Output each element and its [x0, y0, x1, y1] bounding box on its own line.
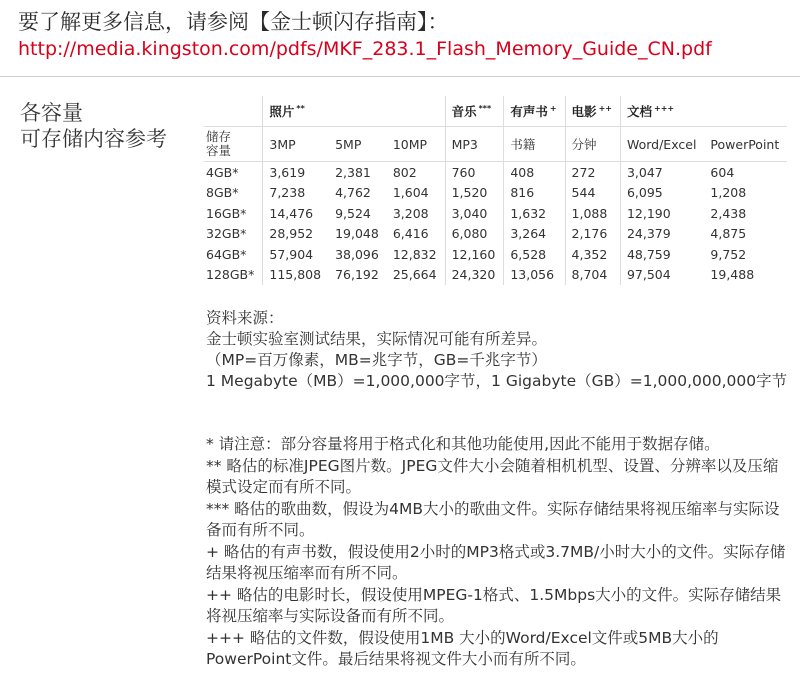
table-cell: 3,040 — [445, 203, 504, 224]
footnote: +++ 略估的文件数，假设使用1MB 大小的Word/Excel文件或5MB大小的PowerPoint文件。最后结果将视文件大小而有所不同。 — [206, 628, 719, 668]
section-title — [20, 100, 167, 152]
table-cell: 14,476 — [263, 203, 329, 224]
column-header: 书籍 — [504, 127, 565, 162]
source-line: 金士顿实验室测试结果，实际情况可能有所差异。 — [206, 330, 548, 348]
section-title-line-2: 可存储内容参考 — [20, 127, 167, 151]
group-header-audiobooks: 有声书 + — [504, 96, 565, 127]
table-cell: 6,528 — [504, 244, 565, 265]
table-row — [204, 162, 787, 183]
table-cell: 28,952 — [263, 224, 329, 245]
table-cell: 7,238 — [263, 183, 329, 204]
column-header: 5MP — [329, 127, 387, 162]
group-header-documents: 文档 +++ — [620, 96, 787, 127]
table-cell: 6,416 — [392, 226, 429, 242]
table-cell: 3,208 — [392, 205, 429, 221]
table-cell: 24,320 — [445, 265, 504, 286]
footnote: ++ 略估的电影时长，假设使用MPEG-1格式、1.5Mbps大小的文件。实际存储结果将视压缩率与实际设备而有所不同。 — [206, 585, 782, 625]
flash-guide-link[interactable]: http://media.kingston.com/pdfs/MKF_283.1_Flash_Memory_Guide_CN.pdf — [18, 38, 712, 60]
table-cell: 4,875 — [710, 226, 747, 242]
capacity-cell: 128GB* — [206, 267, 255, 283]
source-line: （MP=百万像素，MB=兆字节，GB=千兆字节） — [206, 351, 547, 369]
table-cell: 19,488 — [710, 267, 755, 283]
capacity-cell: 16GB* — [206, 205, 247, 221]
table-cell: 4,762 — [335, 185, 371, 201]
footnotes — [206, 434, 791, 671]
table-cell: 6,095 — [620, 183, 704, 204]
table-cell: 25,664 — [392, 267, 437, 283]
table-cell: 12,190 — [620, 203, 704, 224]
table-cell: 24,379 — [620, 224, 704, 245]
column-header: MP3 — [445, 127, 504, 162]
table-cell: 604 — [710, 164, 735, 180]
capacity-cell: 64GB* — [206, 246, 247, 262]
table-cell: 12,160 — [445, 244, 504, 265]
group-header-movies: 电影 ++ — [565, 96, 620, 127]
table-row — [204, 265, 787, 286]
table-cell: 6,080 — [445, 224, 504, 245]
group-header-blank — [204, 96, 263, 127]
source-line: 1 Megabyte（MB）=1,000,000字节，1 Gigabyte（GB）=1,000,000,000字节 — [206, 372, 788, 390]
table-units-row — [204, 127, 787, 162]
table-row — [204, 183, 787, 204]
table-cell: 4,352 — [565, 244, 620, 265]
table-cell: 2,438 — [710, 205, 747, 221]
table-cell: 38,096 — [335, 246, 379, 262]
table-cell: 3,047 — [620, 162, 704, 183]
footnote: + 略估的有声书数，假设使用2小时的MP3格式或3.7MB/小时大小的文件。实际存储结果将视压缩率而有所不同。 — [206, 542, 786, 582]
column-header: PowerPoint — [704, 127, 787, 162]
source-heading: 资料来源： — [206, 309, 284, 327]
capacity-header: 储存 容量 — [204, 127, 263, 162]
table-cell: 760 — [445, 162, 504, 183]
table-cell: 1,208 — [710, 185, 747, 201]
table-cell: 3,619 — [263, 162, 329, 183]
table-cell: 76,192 — [335, 267, 379, 283]
table-cell: 1,520 — [445, 183, 504, 204]
group-header-photos: 照片 ** — [263, 96, 445, 127]
table-row — [204, 203, 787, 224]
table-cell: 8,704 — [565, 265, 620, 286]
table-row — [204, 224, 787, 245]
table-cell: 2,381 — [335, 164, 371, 180]
table-cell: 19,048 — [335, 226, 379, 242]
section-title-line-1: 各容量 — [20, 101, 83, 125]
table-cell: 115,808 — [263, 265, 329, 286]
column-header: 3MP — [263, 127, 329, 162]
column-header: 10MP — [387, 127, 445, 162]
table-cell: 1,088 — [565, 203, 620, 224]
table-cell: 272 — [565, 162, 620, 183]
table-cell: 97,504 — [620, 265, 704, 286]
source-notes — [206, 308, 791, 392]
table-cell: 12,832 — [392, 246, 437, 262]
column-header: 分钟 — [565, 127, 620, 162]
table-cell: 48,759 — [620, 244, 704, 265]
table-cell: 816 — [504, 183, 565, 204]
table-cell: 544 — [565, 183, 620, 204]
table-cell: 57,904 — [263, 244, 329, 265]
table-cell: 2,176 — [565, 224, 620, 245]
table-cell: 9,524 — [335, 205, 371, 221]
divider — [0, 76, 800, 77]
capacity-table — [204, 96, 787, 285]
intro-text: 要了解更多信息，请参阅【金士顿闪存指南】： — [18, 10, 449, 34]
table-cell: 1,604 — [392, 185, 429, 201]
table-cell: 408 — [504, 162, 565, 183]
capacity-cell: 32GB* — [206, 226, 247, 242]
table-cell: 9,752 — [710, 246, 747, 262]
group-header-music: 音乐 *** — [445, 96, 504, 127]
table-group-header-row — [204, 96, 787, 127]
footnote: * 请注意：部分容量将用于格式化和其他功能使用,因此不能用于数据存储。 — [206, 435, 720, 453]
table-cell: 13,056 — [504, 265, 565, 286]
table-cell: 3,264 — [504, 224, 565, 245]
table-row — [204, 244, 787, 265]
capacity-cell: 8GB* — [206, 185, 239, 201]
capacity-cell: 4GB* — [206, 164, 239, 180]
table-cell: 802 — [392, 164, 417, 180]
footnote: ** 略估的标准JPEG图片数。JPEG文件大小会随着相机机型、设置、分辨率以及压缩模式设定而有所不同。 — [206, 456, 779, 496]
column-header: Word/Excel — [620, 127, 704, 162]
table-cell: 1,632 — [504, 203, 565, 224]
footnote: *** 略估的歌曲数，假设为4MB大小的歌曲文件。实际存储结果将视压缩率与实际设备而有所不同。 — [206, 499, 780, 539]
